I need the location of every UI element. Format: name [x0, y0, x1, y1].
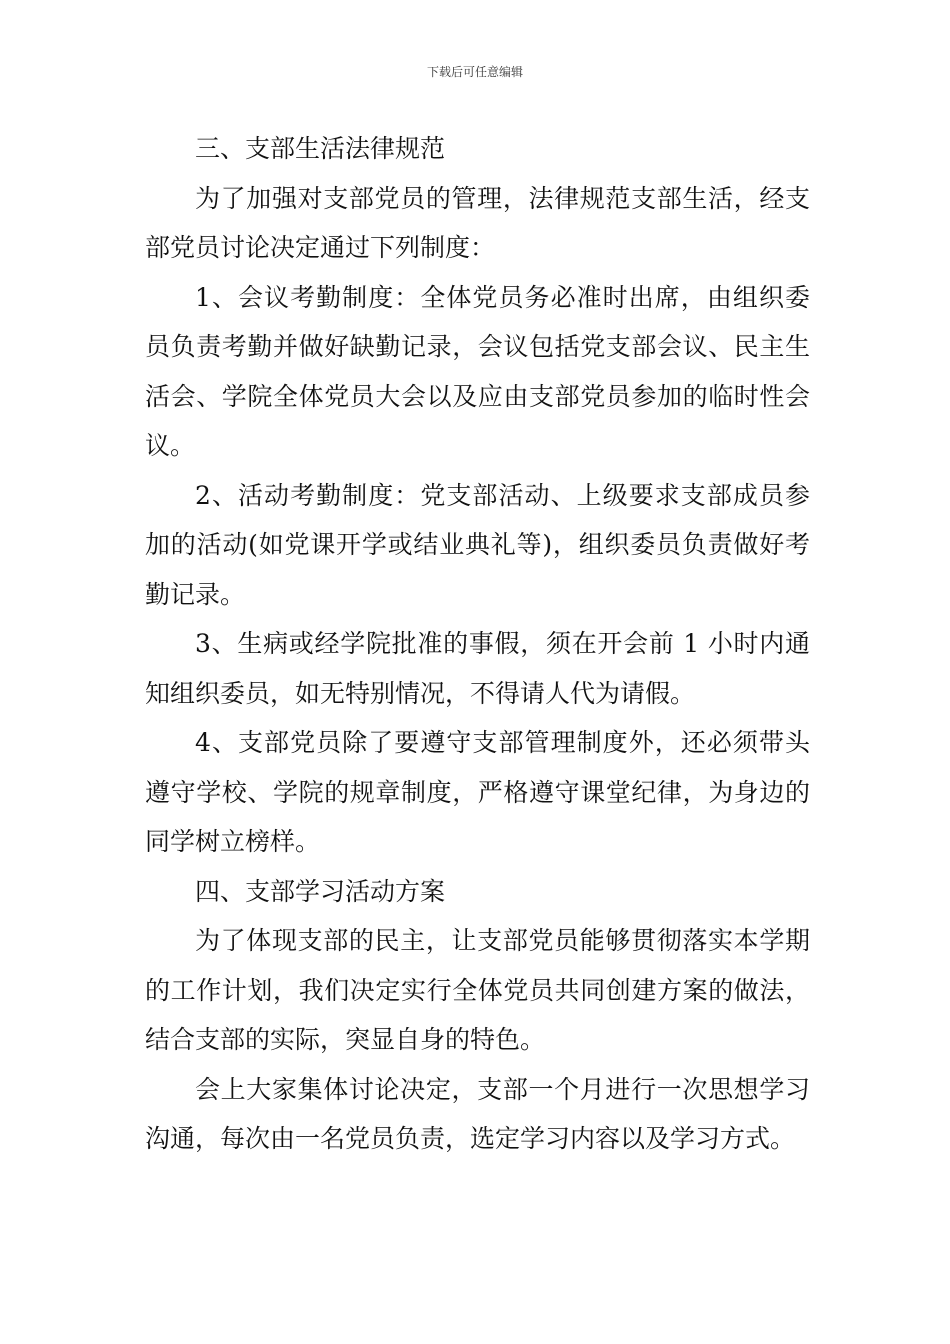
- paragraph-study-method: 会上大家集体讨论决定，支部一个月进行一次思想学习沟通，每次由一名党员负责，选定学习内容以及学习方式。: [145, 1074, 810, 1153]
- paragraph-study-plan: 为了体现支部的民主，让支部党员能够贯彻落实本学期的工作计划，我们决定实行全体党员共同创建方案的做法，结合支部的实际，突显自身的特色。: [145, 926, 810, 1054]
- paragraph-rule-3: 3、生病或经学院批准的事假，须在开会前 1 小时内通知组织委员，如无特别情况，不得请人代为请假。: [145, 629, 810, 708]
- paragraph-rule-4: 4、支部党员除了要遵守支部管理制度外，还必须带头遵守学校、学院的规章制度，严格遵守课堂纪律，为身边的同学树立榜样。: [145, 728, 810, 856]
- document-body: [145, 124, 810, 1164]
- page-header: 下载后可任意编辑: [426, 65, 523, 79]
- paragraph-rule-1: 1、会议考勤制度：全体党员务必准时出席，由组织委员负责考勤并做好缺勤记录，会议包括党支部会议、民主生活会、学院全体党员大会以及应由支部党员参加的临时性会议。: [145, 282, 810, 460]
- section-heading-4: 四、支部学习活动方案: [195, 876, 446, 906]
- paragraph-intro-rules: 为了加强对支部党员的管理，法律规范支部生活，经支部党员讨论决定通过下列制度：: [145, 183, 810, 262]
- section-heading-3: 三、支部生活法律规范: [195, 134, 446, 163]
- paragraph-rule-2: 2、活动考勤制度：党支部活动、上级要求支部成员参加的活动(如党课开学或结业典礼等)，组织委员负责做好考勤记录。: [145, 480, 810, 609]
